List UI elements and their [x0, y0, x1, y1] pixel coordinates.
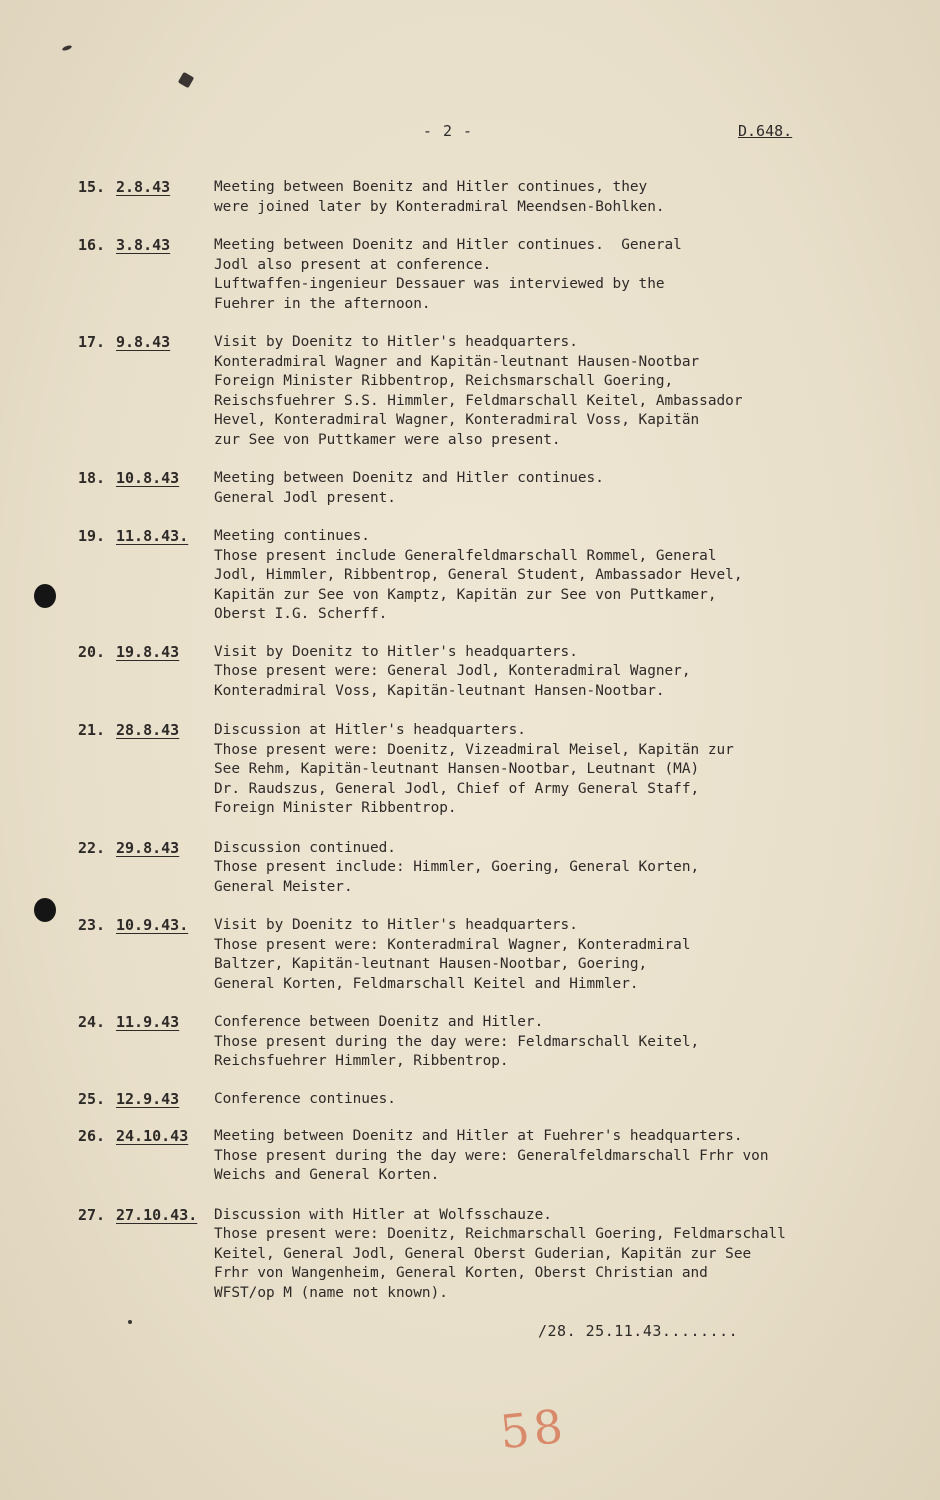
entry-text: Meeting between Doenitz and Hitler continues. General Jodl also present at conference. Luftwaffen-ingenieur Dessauer was interviewed by the Fuehrer in the afternoon.	[214, 237, 682, 312]
entry-number: 20.	[78, 642, 106, 661]
entry-date: 11.9.43	[116, 1013, 180, 1031]
entry-text: Visit by Doenitz to Hitler's headquarters. Those present were: General Jodl, Konteradmiral Wagner, Konteradmiral Voss, Kapitän-leutnant Hansen-Nootbar.	[214, 643, 691, 699]
entry-number: 17.	[78, 333, 106, 351]
entry-list	[78, 178, 868, 1303]
entry	[78, 469, 868, 508]
entry-date: 2.8.43	[116, 178, 171, 196]
folio-number: 58	[497, 1398, 570, 1460]
entry	[78, 916, 868, 994]
punch-hole	[34, 584, 56, 608]
entry-date: 27.10.43.	[116, 1205, 198, 1224]
entry	[78, 839, 868, 898]
entry-date: 29.8.43	[116, 838, 180, 857]
entry	[78, 643, 868, 702]
continuation-marker: /28. 25.11.43........	[538, 1322, 739, 1340]
entry-number: 24.	[78, 1013, 106, 1031]
entry-number: 15.	[78, 178, 106, 196]
entry-date: 28.8.43	[116, 721, 180, 739]
entry-number: 22.	[78, 838, 106, 857]
entry	[78, 1090, 868, 1110]
entry-text: Visit by Doenitz to Hitler's headquarters. Those present were: Konteradmiral Wagner, Konteradmiral Baltzer, Kapitän-leutnant Hausen-Nootbar, Goering, General Korten, Feldmarschall Keitel and Himmler.	[214, 917, 691, 992]
entry	[78, 1206, 868, 1304]
entry-number: 26.	[78, 1127, 106, 1145]
entry-date: 10.8.43	[116, 469, 180, 487]
entry	[78, 236, 868, 314]
entry	[78, 721, 868, 819]
entry	[78, 1013, 868, 1072]
entry-number: 21.	[78, 721, 106, 739]
entry-number: 16.	[78, 236, 106, 254]
entry-number: 25.	[78, 1089, 106, 1108]
entry-text: Meeting between Boenitz and Hitler continues, they were joined later by Konteradmiral Meendsen-Bohlken.	[214, 179, 665, 215]
entry-date: 3.8.43	[116, 236, 171, 254]
entry-date: 19.8.43	[116, 642, 180, 661]
entry-date: 24.10.43	[116, 1127, 189, 1145]
entry-number: 19.	[78, 527, 106, 545]
punch-hole	[34, 898, 56, 922]
entry-text: Discussion continued. Those present include: Himmler, Goering, General Korten, General Meister.	[214, 839, 700, 895]
entry-text: Discussion with Hitler at Wolfsschauze. Those present were: Doenitz, Reichmarschall Goering, Feldmarschall Keitel, General Jodl, General Oberst Guderian, Kapitän zur See Frhr von Wangenheim, General Korten, Oberst Christian and WFST/op M (name not known).	[214, 1206, 786, 1301]
entry-text: Discussion at Hitler's headquarters. Those present were: Doenitz, Vizeadmiral Meisel, Kapitän zur See Rehm, Kapitän-leutnant Hansen-Nootbar, Leutnant (MA) Dr. Raudszus, General Jodl, Chief of Army General Staff, Foreign Minister Ribbentrop.	[214, 722, 734, 816]
entry	[78, 527, 868, 625]
ink-speck	[128, 1320, 132, 1324]
entry-text: Meeting between Doenitz and Hitler continues. General Jodl present.	[214, 470, 604, 506]
entry-number: 27.	[78, 1205, 106, 1224]
entry-date: 12.9.43	[116, 1089, 180, 1108]
entry	[78, 1127, 868, 1186]
entry-text: Visit by Doenitz to Hitler's headquarters. Konteradmiral Wagner and Kapitän-leutnant Hausen-Nootbar Foreign Minister Ribbentrop, Reichsmarschall Goering, Reischsfuehrer S.S. Himmler, Feldmarschall Keitel, Ambassador Hevel, Konteradmiral Wagner, Konteradmiral Voss, Kapitän zur See von Puttkamer were also present.	[214, 334, 743, 448]
entry-text: Conference continues.	[214, 1090, 396, 1107]
entry-number: 18.	[78, 469, 106, 487]
entry-date: 10.9.43.	[116, 916, 189, 934]
ink-speck	[178, 72, 194, 88]
entry-date: 11.8.43.	[116, 527, 189, 545]
entry-number: 23.	[78, 916, 106, 934]
entry	[78, 333, 868, 450]
entry-text: Meeting continues. Those present include Generalfeldmarschall Rommel, General Jodl, Himmler, Ribbentrop, General Student, Ambassador Hevel, Kapitän zur See von Kamptz, Kapitän zur See von Puttkamer, Oberst I.G. Scherff.	[214, 528, 743, 622]
document-reference: D.648.	[738, 122, 793, 140]
entry-date: 9.8.43	[116, 333, 171, 351]
entry	[78, 178, 868, 217]
ink-speck	[62, 44, 73, 51]
entry-text: Conference between Doenitz and Hitler. Those present during the day were: Feldmarschall Keitel, Reichsfuehrer Himmler, Ribbentrop.	[214, 1014, 700, 1069]
entry-text: Meeting between Doenitz and Hitler at Fuehrer's headquarters. Those present during the day were: Generalfeldmarschall Frhr von Weichs and General Korten.	[214, 1128, 769, 1183]
page-number: - 2 -	[422, 122, 474, 140]
